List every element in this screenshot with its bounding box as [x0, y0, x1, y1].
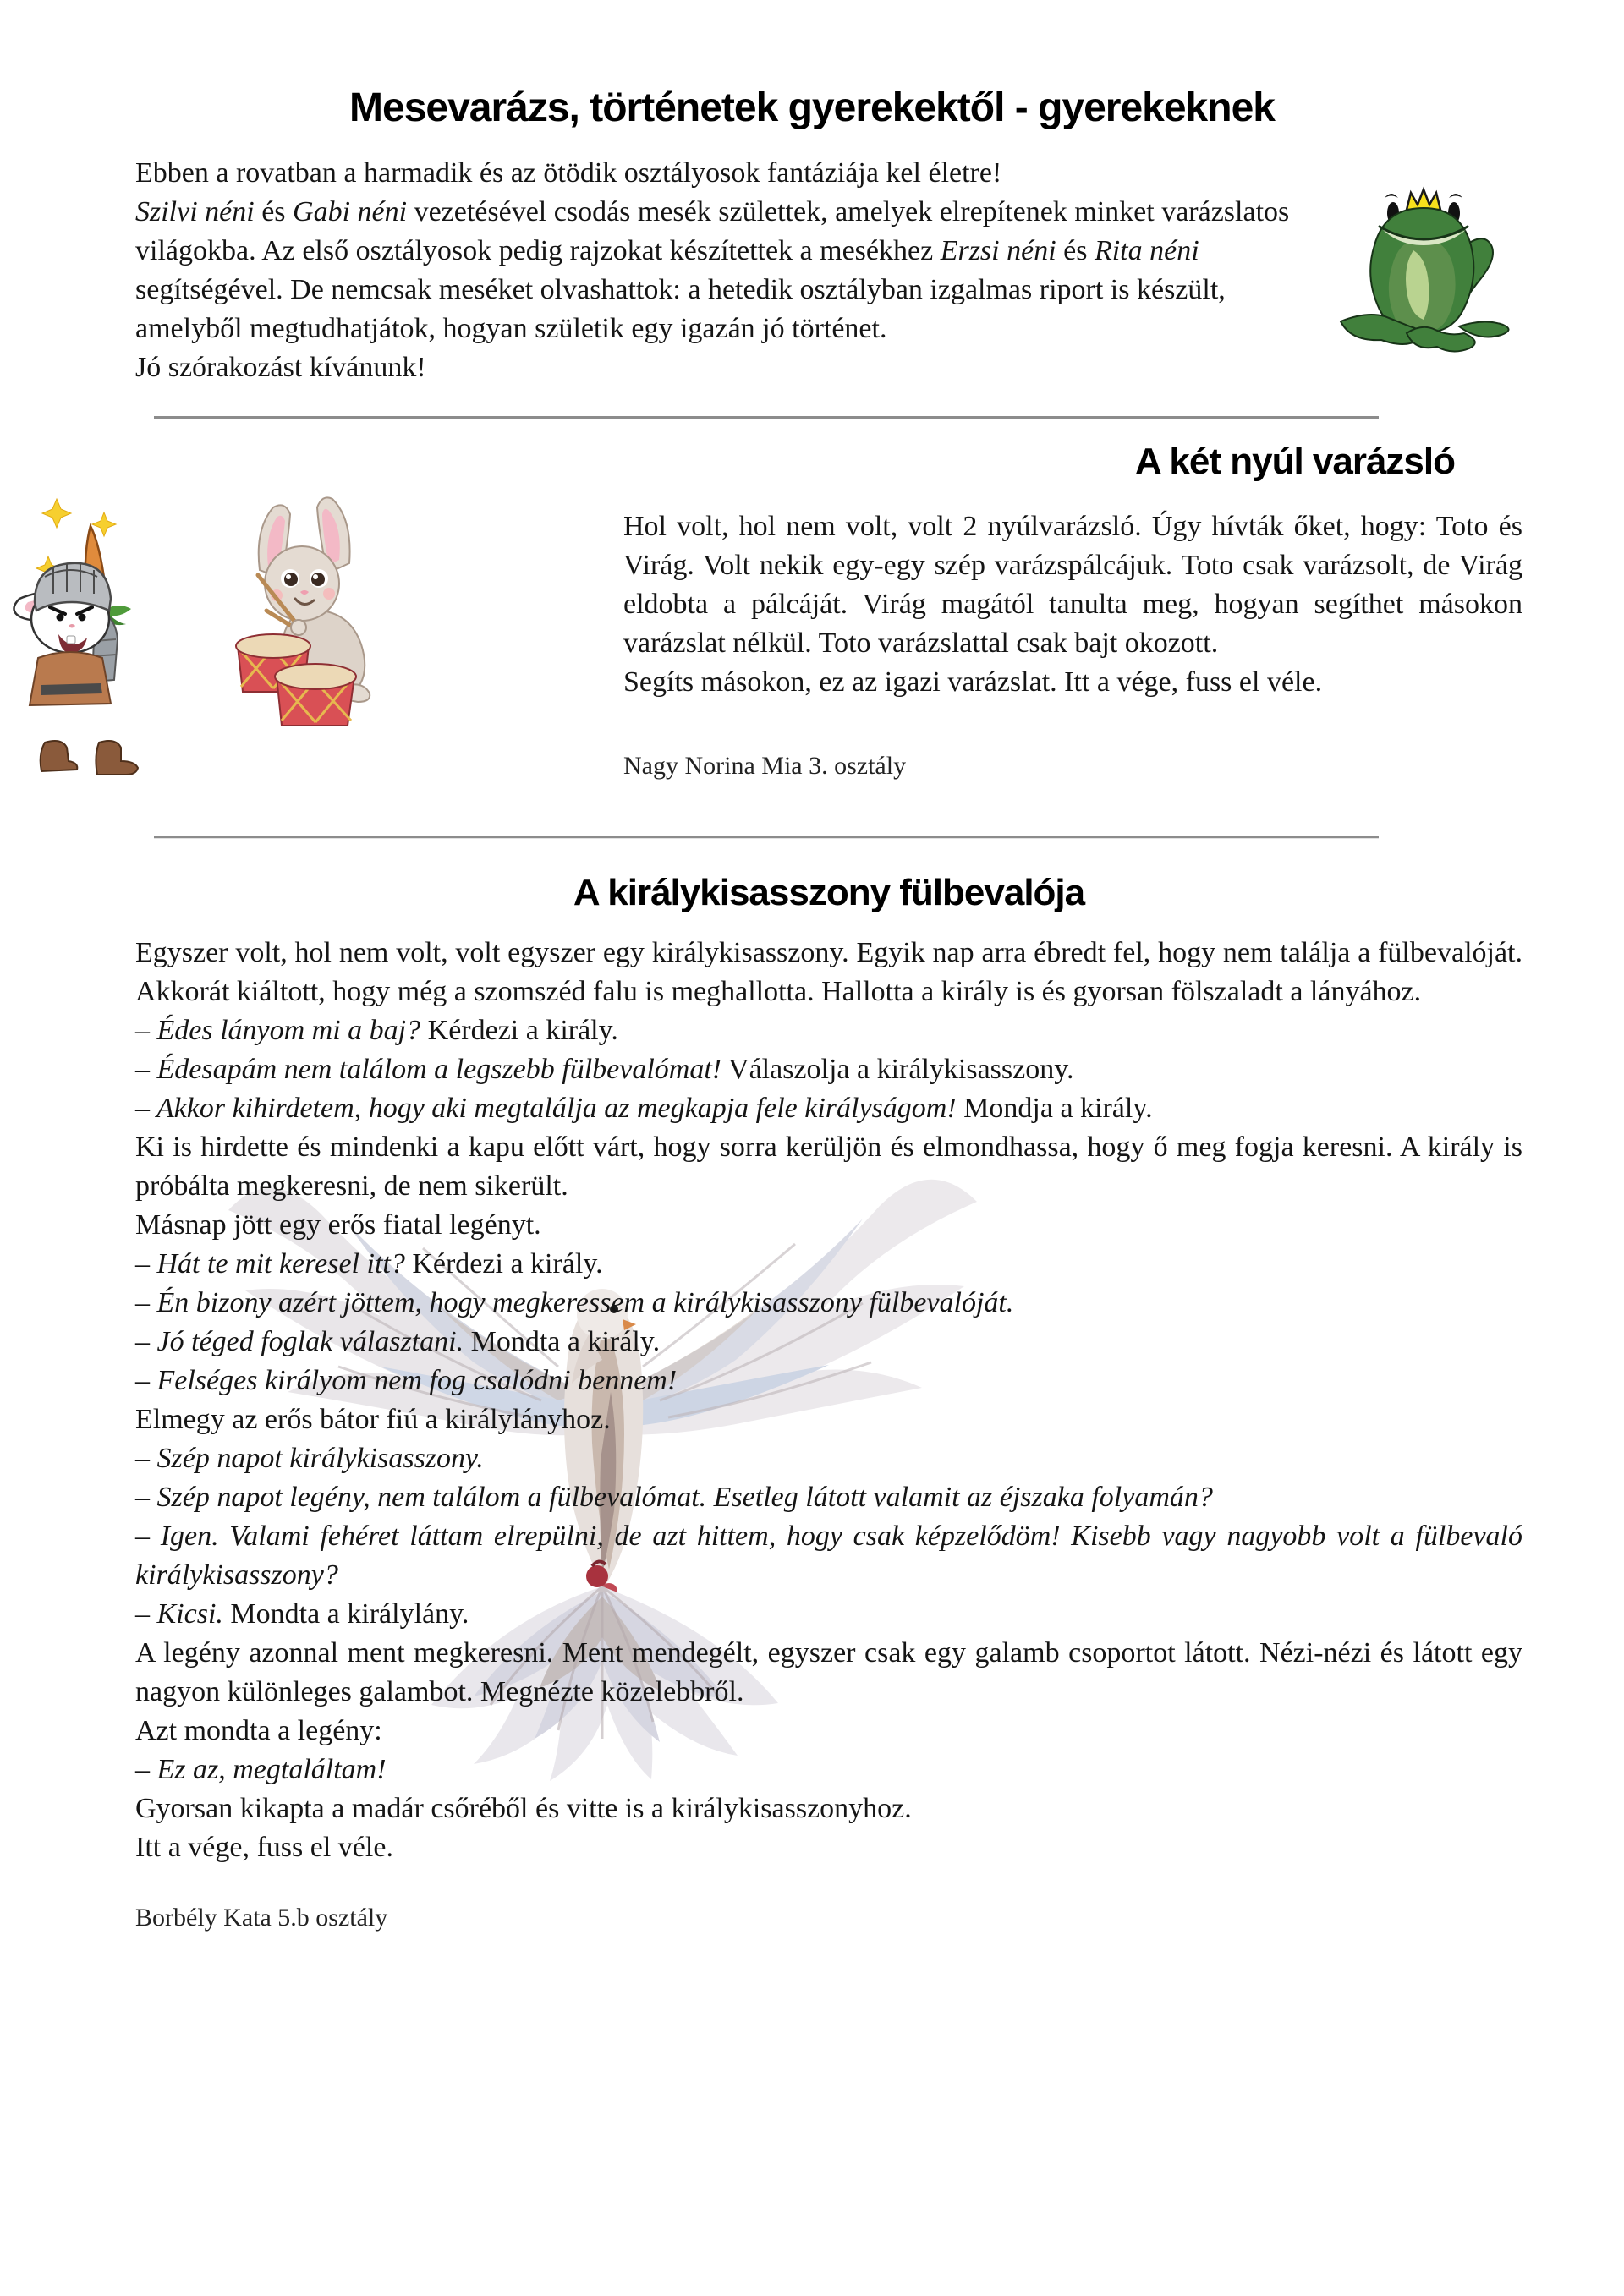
- story1-paragraphs: [623, 494, 1522, 702]
- story1-section: [0, 494, 1624, 817]
- dialogue-text: – Én bizony azért jöttem, hogy megkeressem a királykisasszony fülbevalóját.: [135, 1287, 1014, 1318]
- dialogue-text: – Édes lányom mi a baj?: [135, 1015, 421, 1046]
- paragraph: [135, 934, 1522, 1011]
- paragraph: [135, 1206, 1522, 1245]
- paragraph: [135, 1634, 1522, 1712]
- body-text: A legény azonnal ment megkeresni. Ment mendegélt, egyszer csak egy galamb csoportot látott. Nézi-nézi és látott egy nagyon különleges galambot. Megnézte közelebbről.: [135, 1637, 1522, 1707]
- story2-paragraphs: [135, 934, 1522, 1867]
- paragraph: [135, 1789, 1522, 1828]
- body-text: és: [1056, 235, 1095, 266]
- paragraph: [623, 507, 1522, 663]
- body-text: Ki is hirdette és mindenki a kapu előtt várt, hogy sorra kerüljön és elmondhassa, hogy ő meg fogja keresni. A király is próbálta megkeresni, de nem sikerült.: [135, 1132, 1522, 1202]
- paragraph: [135, 1050, 1522, 1089]
- body-text: Mondta a királylány.: [222, 1598, 469, 1630]
- intro-paragraphs: [135, 154, 1522, 387]
- paragraph: [135, 1439, 1522, 1478]
- body-text: Másnap jött egy erős fiatal legényt.: [135, 1209, 541, 1241]
- body-text: Azt mondta a legény:: [135, 1715, 382, 1746]
- paragraph: [135, 193, 1522, 348]
- dialogue-text: – Felséges királyom nem fog csalódni bennem!: [135, 1365, 678, 1396]
- paragraph: [135, 348, 1522, 387]
- paragraph: [135, 1128, 1522, 1206]
- dialogue-text: – Édesapám nem találom a legszebb fülbevalómat!: [135, 1054, 722, 1085]
- paragraph: [135, 1284, 1522, 1323]
- body-text: vezetésével csodás mesék születtek, amelyek elrepítenek minket varázslatos világokba. Az első osztályosok pedig rajzokat készítettek a mesékhez: [135, 196, 1290, 266]
- dialogue-text: – Szép napot legény, nem találom a fülbevalómat. Esetleg látott valamit az éjszaka folyamán?: [135, 1482, 1213, 1513]
- body-text: Kérdezi a király.: [404, 1248, 603, 1280]
- body-text: Kérdezi a király.: [420, 1015, 618, 1046]
- paragraph: [135, 1478, 1522, 1517]
- body-text: Gyorsan kikapta a madár csőréből és vitte is a királykisasszonyhoz.: [135, 1793, 912, 1824]
- frog-prince-image: [1332, 184, 1514, 362]
- paragraph: [623, 663, 1522, 702]
- body-text: Ebben a rovatban a harmadik és az ötödik osztályosok fantáziája kel életre!: [135, 157, 1002, 189]
- dialogue-text: Erzsi néni: [940, 235, 1056, 266]
- dialogue-text: – Ez az, megtaláltam!: [135, 1754, 387, 1785]
- intro-section: [0, 154, 1624, 387]
- body-text: és: [254, 196, 294, 227]
- paragraph: [135, 1595, 1522, 1634]
- body-text: Jó szórakozást kívánunk!: [135, 352, 426, 383]
- paragraph: [135, 1751, 1522, 1789]
- body-text: Itt a vége, fuss el véle.: [135, 1832, 393, 1863]
- paragraph: [135, 1245, 1522, 1284]
- dialogue-text: – Akkor kihirdetem, hogy aki megtalálja az megkapja fele királyságom!: [135, 1093, 957, 1124]
- paragraph: [135, 1400, 1522, 1439]
- divider-line: [154, 416, 1379, 419]
- knight-rabbit-image: [14, 499, 131, 705]
- body-text: Mondja a király.: [956, 1093, 1153, 1124]
- drummer-rabbit-image: [236, 497, 370, 726]
- page-title: Mesevarázs, történetek gyerekektől - gyerekeknek: [349, 85, 1275, 130]
- story1-title: A két nyúl varázsló: [1135, 441, 1455, 482]
- story2-title: A királykisasszony fülbevalója: [573, 872, 1085, 913]
- paragraph: [135, 1323, 1522, 1362]
- boots-image: [41, 741, 138, 775]
- dialogue-text: – Igen. Valami fehéret láttam elrepülni, de azt hittem, hogy csak képzelődöm! Kisebb vagy nagyobb volt a fülbevaló királykisasszony?: [135, 1521, 1522, 1591]
- body-text: Egyszer volt, hol nem volt, volt egyszer egy királykisasszony. Egyik nap arra ébredt fel, hogy nem találja a fülbevalóját. Akkorát kiáltott, hogy még a szomszéd falu is meghallotta. Hallotta a király is és gyorsan fölszaladt a lányához.: [135, 937, 1522, 1007]
- body-text: Elmegy az erős bátor fiú a királylányhoz.: [135, 1404, 611, 1435]
- paragraph: [135, 1712, 1522, 1751]
- story2-section: [0, 934, 1624, 1933]
- paragraph: [135, 1362, 1522, 1400]
- dialogue-text: – Szép napot királykisasszony.: [135, 1443, 484, 1474]
- paragraph: [135, 1517, 1522, 1595]
- body-text: Mondta a király.: [464, 1326, 661, 1357]
- dialogue-text: – Hát te mit keresel itt?: [135, 1248, 405, 1280]
- divider-line: [154, 836, 1379, 839]
- body-text: segítségével. De nemcsak meséket olvashattok: a hetedik osztályban izgalmas riport is készült, amelyből megtudhatjátok, hogyan születik egy igazán jó történet.: [135, 274, 1226, 344]
- dialogue-text: Szilvi néni: [135, 196, 255, 227]
- paragraph: [135, 1828, 1522, 1867]
- story1-author: Nagy Norina Mia 3. osztály: [623, 752, 907, 780]
- paragraph: [135, 1089, 1522, 1128]
- dialogue-text: Rita néni: [1094, 235, 1199, 266]
- body-text: Hol volt, hol nem volt, volt 2 nyúlvarázsló. Úgy hívták őket, hogy: Toto és Virág. Volt nekik egy-egy szép varázspálcájuk. Toto csak varázsolt, de Virág eldobta a pálcáját. Virág magától tanulta meg, hogyan segíthet másokon varázslat nélkül. Toto varázslattal csak bajt okozott.: [623, 511, 1522, 659]
- body-text: Segíts másokon, ez az igazi varázslat. Itt a vége, fuss el véle.: [623, 666, 1323, 698]
- body-text: Válaszolja a királykisasszony.: [721, 1054, 1074, 1085]
- dialogue-text: – Kicsi.: [135, 1598, 223, 1630]
- divider-wrap-2: [0, 836, 1624, 839]
- rabbit-illustrations: [4, 484, 402, 788]
- story2-author: Borbély Kata 5.b osztály: [135, 1904, 388, 1932]
- paragraph: [135, 154, 1522, 193]
- divider-wrap-1: [0, 416, 1624, 419]
- dialogue-text: Gabi néni: [293, 196, 408, 227]
- paragraph: [135, 1011, 1522, 1050]
- dialogue-text: – Jó téged foglak választani.: [135, 1326, 464, 1357]
